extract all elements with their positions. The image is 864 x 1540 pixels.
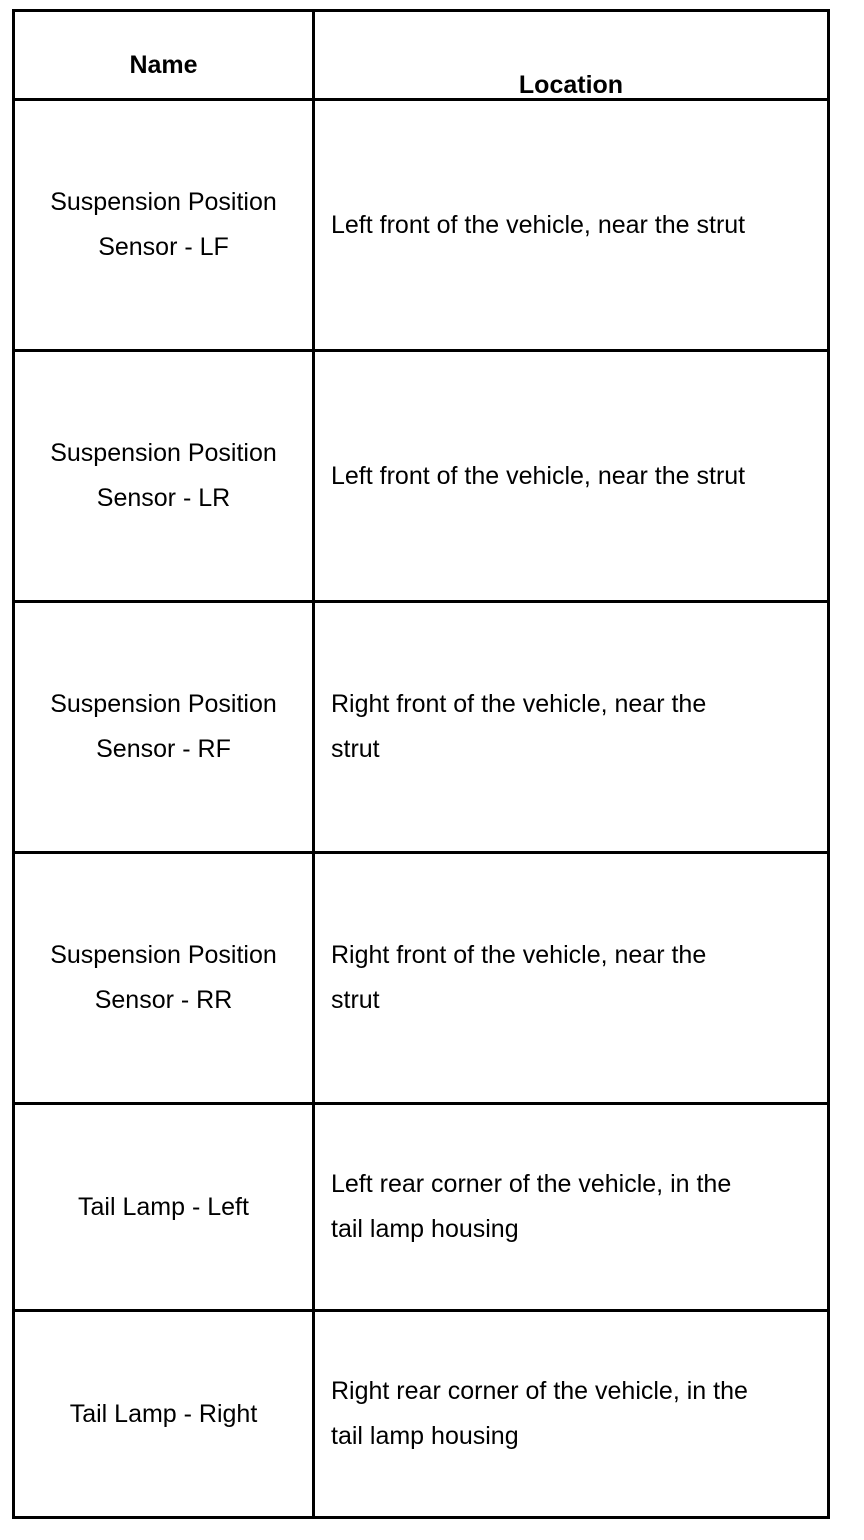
component-location: Right rear corner of the vehicle, in the tail lamp housing [331, 1377, 748, 1450]
component-location: Right front of the vehicle, near the strut [331, 941, 707, 1014]
component-name: Tail Lamp - Left [78, 1192, 249, 1221]
name-cell [14, 351, 314, 602]
name-cell [14, 100, 314, 351]
location-cell [314, 1311, 829, 1518]
table-row [14, 1311, 829, 1518]
location-cell [314, 100, 829, 351]
component-name: Suspension Position Sensor - RF [50, 690, 277, 763]
component-name: Suspension Position Sensor - LR [50, 439, 277, 512]
table-row [14, 1104, 829, 1311]
name-cell [14, 602, 314, 853]
location-header-label: Location [518, 71, 624, 99]
table-row [14, 602, 829, 853]
component-location: Left front of the vehicle, near the strut [331, 210, 746, 239]
name-header-label: Name [129, 51, 198, 79]
location-cell [314, 602, 829, 853]
component-location-table [12, 9, 830, 1519]
table-row [14, 853, 829, 1104]
component-name: Suspension Position Sensor - RR [50, 941, 277, 1014]
table-row [14, 100, 829, 351]
name-cell [14, 853, 314, 1104]
component-location: Right front of the vehicle, near the strut [331, 690, 707, 763]
component-name: Tail Lamp - Right [69, 1399, 258, 1428]
name-cell [14, 1104, 314, 1311]
component-location: Left front of the vehicle, near the strut [331, 461, 746, 490]
component-location: Left rear corner of the vehicle, in the tail lamp housing [331, 1170, 732, 1243]
table-header [14, 11, 829, 100]
location-cell [314, 853, 829, 1104]
name-column-header [14, 11, 314, 100]
table-body [14, 100, 829, 1518]
header-row [14, 11, 829, 100]
location-column-header [314, 11, 829, 100]
location-cell [314, 1104, 829, 1311]
component-name: Suspension Position Sensor - LF [50, 188, 277, 261]
location-cell [314, 351, 829, 602]
table-row [14, 351, 829, 602]
name-cell [14, 1311, 314, 1518]
